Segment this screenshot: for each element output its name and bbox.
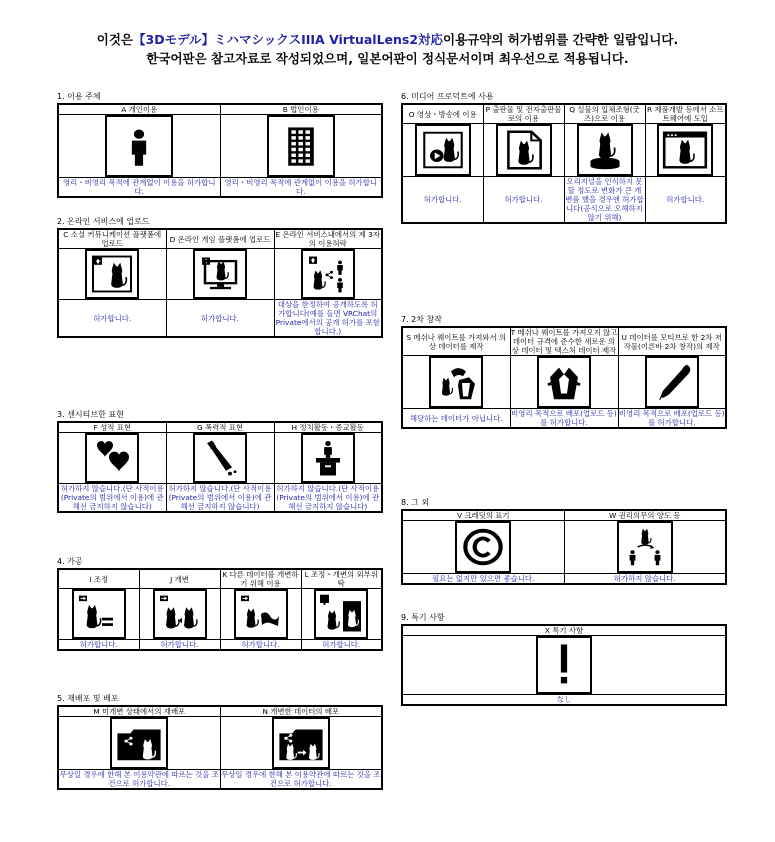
item-icon-cell [274,249,382,300]
section-s7 [401,315,727,429]
item-permission-note: 허가합니다. [139,640,220,651]
item-icon-cell [139,589,220,640]
item-heading: J 개변 [139,569,220,589]
item-heading: K 다른 데이터를 개변하기 위해 이용 [220,569,301,589]
item-permission-note: 허가합니다. [483,177,564,224]
permission-table [57,705,383,790]
person-icon [105,115,173,177]
permission-table [401,509,727,585]
item-heading: I 조정 [58,569,139,589]
section-title: 6. 미디어 프로덕트에 사용 [401,92,494,101]
item-permission-note: 대상을 한정하여 공개하도록 허가합니다(예를 들면 VRChat의 Private에서의 공개 허가를 포함합니다.) [274,300,382,338]
item-heading: M 미개변 상태에서의 재배포 [58,706,220,717]
item-heading: O 영상・방송에 이용 [402,104,483,124]
item-icon-cell [402,636,726,695]
item-permission-note: 필요는 없지만 있으면 좋습니다. [402,574,564,585]
item-heading: R 제품개발 등에서 소프트웨어에 도입 [645,104,726,124]
section-title: 2. 온라인 서비스에 업로드 [57,217,150,226]
outfit-from-mesh-icon [429,356,483,408]
item-permission-note: 무상일 경우에 한해 본 이용약관에 따르는 것을 조건으로 허가합니다. [59,770,219,788]
software-icon [657,124,713,176]
item-permission-note: 허가합니다. [58,300,166,338]
item-icon-cell [166,433,274,484]
header-line-1: 이것은【3Dモデル】ミハマシックスIIIA VirtualLens2対応이용규약의 허가범위를 간략한 일람입니다. [96,32,679,47]
copyright-icon [455,521,511,573]
item-icon-cell [510,356,618,409]
section-title: 9. 특기 사항 [401,613,445,622]
item-icon-cell [483,124,564,177]
item-permission-note: 허가합니다. [301,640,382,651]
item-icon-cell [220,589,301,640]
item-heading: L 조정・개변의 외부위탁 [301,569,382,589]
upload-social-icon [85,249,139,299]
use-for-other-icon [234,589,288,639]
item-permission-note: 허가하지 않습니다.(단 사적이용(Private의 범위에서 이용)에 관해선 금지하지 않습니다) [166,484,274,513]
item-permission-note: 허가합니다. [220,640,301,651]
item-permission-note: 허가하지 않습니다.(단 사적이용(Private의 범위에서 이용)에 관해선 금지하지 않습니다) [58,484,166,513]
item-permission-note: 해당하는 데이터가 아닙니다. [402,409,510,429]
item-heading: S 메쉬나 웨이트를 가져와서 의상 데이터를 제작 [402,327,510,356]
outsource-icon [314,589,368,639]
hearts-icon [85,433,139,483]
item-icon-cell [645,124,726,177]
section-title: 5. 재배포 및 배포 [57,694,119,703]
item-permission-note: 오리지널을 인식하지 못할 정도로 변화가 큰 개변품 했을 경우엔 허가합니다(공식으로 오해하지 않기 위해) [565,177,644,222]
item-permission-note: 허가합니다. [402,177,483,224]
building-icon [267,115,335,177]
section-s8 [401,498,727,585]
permission-table [57,228,383,338]
item-permission-note: 허가합니다. [58,640,139,651]
permission-table [401,103,727,224]
item-heading: W 권리의무의 양도 등 [564,510,726,521]
page-header [0,30,775,68]
item-icon-cell [301,589,382,640]
item-icon-cell [402,124,483,177]
item-heading: G 폭력적 표현 [166,422,274,433]
knife-icon [193,433,247,483]
item-permission-note: 허가합니다. [166,300,274,338]
item-permission-note: なし [402,695,726,706]
section-title: 4. 가공 [57,557,83,566]
item-heading: A 개인이용 [58,104,220,115]
upload-game-icon [193,249,247,299]
item-heading: E 온라인 서비스내에서의 제 3자의 이용허락 [274,229,382,249]
publication-icon [496,124,552,176]
video-icon [415,124,471,176]
exclamation-icon [536,636,592,694]
item-permission-note: 영리・비영리 목적에 관계없이 이용을 허가합니다. [58,178,220,198]
item-icon-cell [220,115,382,178]
section-s2 [57,217,383,338]
item-icon-cell [564,124,645,177]
item-heading: N 개변한 데이터의 배포 [220,706,382,717]
section-title: 7. 2차 창작 [401,315,442,324]
transfer-rights-icon [617,521,673,573]
item-permission-note: 비영리 목적으로 배포(업로드 등)를 허가합니다. [511,409,617,427]
item-heading: V 크레딧의 표기 [402,510,564,521]
product-name: 【3Dモデル】ミハマシックスIIIA VirtualLens2対応 [133,32,444,47]
permission-table [57,421,383,513]
item-heading: X 특기 사항 [402,625,726,636]
item-heading: B 법인이용 [220,104,382,115]
item-heading: H 정치활동・종교활동 [274,422,382,433]
permission-table [57,103,383,198]
section-s3 [57,410,383,513]
redistribute-icon [110,717,168,769]
section-s9 [401,613,727,706]
item-permission-note: 무상일 경우에 한해 본 이용약관에 따르는 것을 조건으로 허가합니다. [221,770,381,788]
item-icon-cell [274,433,382,484]
modify-icon [153,589,207,639]
item-heading: D 온라인 게임 플랫폼에 업로드 [166,229,274,249]
podium-icon [301,433,355,483]
section-title: 1. 이용 주체 [57,92,101,101]
section-title: 3. 센시티브한 표현 [57,410,124,419]
distribute-modified-icon [272,717,330,769]
item-icon-cell [58,589,139,640]
item-heading: P 출판물 및 전자출판물로의 이용 [483,104,564,124]
item-heading: Q 실물의 입체조형(굿즈)으로 이용 [564,104,645,124]
pen-icon [645,356,699,408]
permission-table [57,568,383,651]
section-s4 [57,557,383,651]
item-permission-note: 비영리 목적으로 배포(업로드 등)를 허가합니다. [618,409,725,427]
item-icon-cell [58,717,220,770]
figure-icon [577,124,633,176]
item-icon-cell [402,356,510,409]
item-icon-cell [564,521,726,574]
permission-table [401,326,727,429]
item-permission-note: 허가합니다. [645,177,726,224]
item-icon-cell [618,356,726,409]
section-s6 [401,92,727,224]
item-heading: T 메쉬나 웨이트를 가져오지 않고 데이터 규격에 준수한 새로운 의상 데이터 및 텍스처 데이터 제작 [510,328,618,355]
item-heading: U 데이터를 모티브로 한 2차 저작물(이른바 2차 창작)의 제작 [618,327,726,356]
item-icon-cell [58,433,166,484]
item-icon-cell [402,521,564,574]
item-permission-note: 허가하지 않습니다. [564,574,726,585]
new-outfit-icon [537,356,591,408]
item-icon-cell [58,249,166,300]
adjust-icon [72,589,126,639]
item-permission-note: 영리・비영리 목적에 관계없이 이용을 허가합니다. [220,178,382,198]
section-s5 [57,694,383,790]
header-line-2: 한국어판은 참고자료로 작성되었으며, 일본어판이 정식문서이며 최우선으로 적용됩니다. [146,51,629,66]
section-s1 [57,92,383,198]
item-icon-cell [166,249,274,300]
item-permission-note: 허가하지 않습니다.(단 사적이용(Private의 범위에서 이용)에 관해선 금지하지 않습니다) [274,484,382,513]
section-title: 8. 그 외 [401,498,430,507]
item-heading: F 성적 표현 [58,422,166,433]
item-heading: C 소셜 커뮤니케이션 플랫폼에 업로드 [58,229,166,249]
share-third-party-icon [301,249,355,299]
item-icon-cell [220,717,382,770]
item-icon-cell [58,115,220,178]
permission-table [401,624,727,706]
